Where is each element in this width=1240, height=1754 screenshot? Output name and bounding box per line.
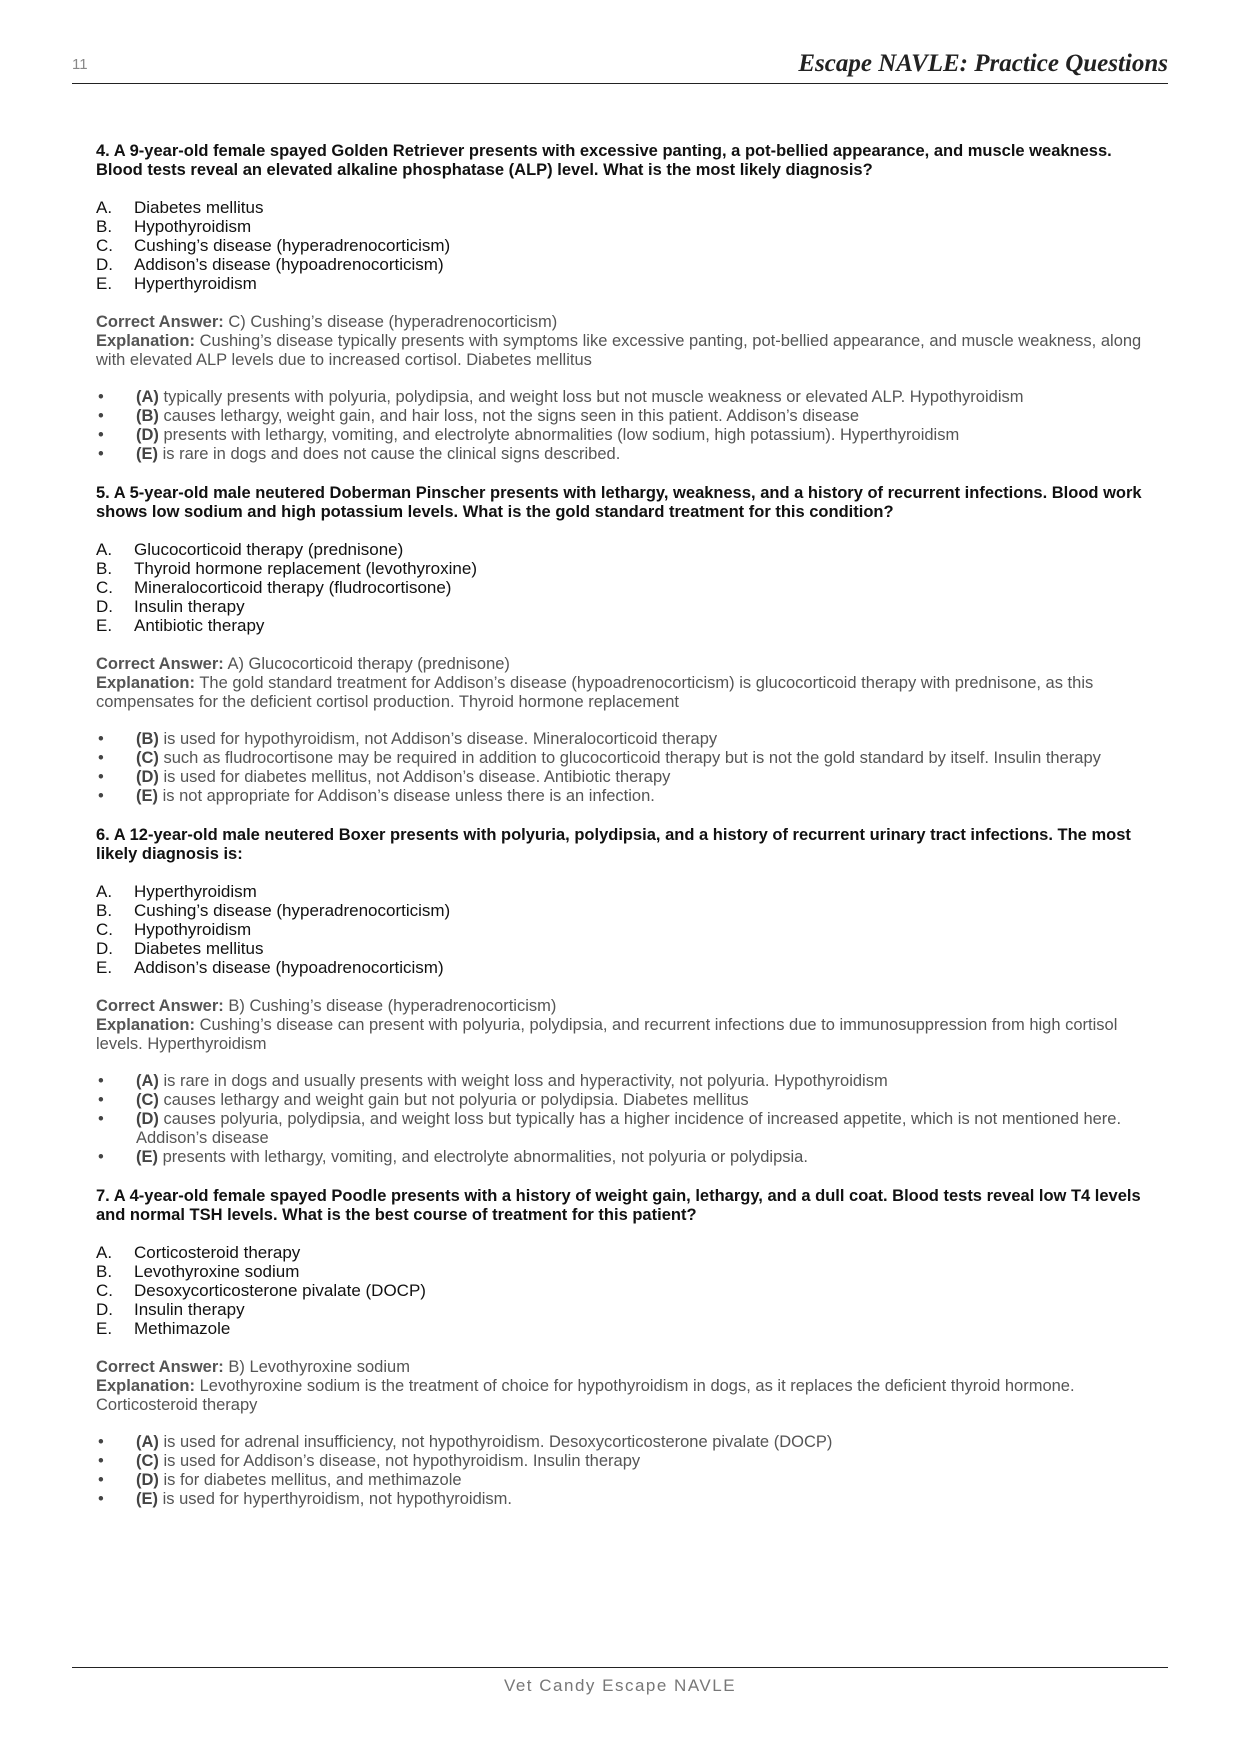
- option-letter: C.: [96, 578, 113, 597]
- bullet-text: presents with lethargy, vomiting, and electrolyte abnormalities, not polyuria or polydipsia.: [162, 1148, 808, 1166]
- document-title: Escape NAVLE: Practice Questions: [798, 50, 1168, 77]
- bullet-body: [136, 1110, 1146, 1148]
- option-text: Addison’s disease (hypoadrenocorticism): [134, 958, 444, 977]
- bullet-tag: (C): [136, 1091, 159, 1109]
- option-letter: D.: [96, 597, 113, 616]
- correct-answer-label: Correct Answer:: [96, 1358, 224, 1376]
- explanation-bullets: [96, 730, 1146, 806]
- bullet-tag: (A): [136, 388, 159, 406]
- option-item: [96, 578, 1146, 597]
- bullet-text: is rare in dogs and does not cause the clinical signs described.: [162, 445, 621, 463]
- option-text: Diabetes mellitus: [134, 198, 264, 217]
- option-item: [96, 1262, 1146, 1281]
- option-item: [96, 1243, 1146, 1262]
- bullet-item: [96, 730, 1146, 749]
- bullet-tag: (E): [136, 445, 158, 463]
- option-item: [96, 920, 1146, 939]
- option-text: Levothyroxine sodium: [134, 1262, 300, 1281]
- bullet-body: [136, 749, 1101, 768]
- correct-answer-label: Correct Answer:: [96, 655, 224, 673]
- bullet-text: is rare in dogs and usually presents with weight loss and hyperactivity, not polyuria. Hypothyroidism: [163, 1072, 888, 1090]
- bullet-icon: •: [98, 749, 104, 767]
- bullet-text: such as fludrocortisone may be required in addition to glucocorticoid therapy but is not the gold standard by itself. Insulin therapy: [163, 749, 1101, 767]
- footer-text: Vet Candy Escape NAVLE: [503, 1676, 737, 1695]
- option-text: Hyperthyroidism: [134, 882, 257, 901]
- option-letter: B.: [96, 559, 113, 578]
- option-letter: D.: [96, 939, 113, 958]
- bullet-icon: •: [98, 1471, 104, 1489]
- bullet-item: [96, 1091, 1146, 1110]
- bullet-icon: •: [98, 1091, 104, 1109]
- question-text: 4. A 9-year-old female spayed Golden Retriever presents with excessive panting, a pot-bellied appearance, and muscle weakness. Blood tests reveal an elevated alkaline phosphatase (ALP) level. What is the most likely diagnosis?: [96, 142, 1112, 179]
- option-item: [96, 616, 1146, 635]
- option-item: [96, 882, 1146, 901]
- bullet-text: is used for hypothyroidism, not Addison’s disease. Mineralocorticoid therapy: [163, 730, 718, 748]
- bullet-body: [136, 426, 959, 445]
- question-block: [96, 1187, 1146, 1509]
- bullet-item: [96, 787, 1146, 806]
- option-item: [96, 1319, 1146, 1338]
- explanation-bullets: [96, 1433, 1146, 1509]
- explanation: [96, 674, 1146, 712]
- explanation-text: Levothyroxine sodium is the treatment of choice for hypothyroidism in dogs, as it replaces the deficient thyroid hormone. Corticosteroid therapy: [96, 1377, 1075, 1414]
- option-letter: D.: [96, 255, 113, 274]
- bullet-item: [96, 426, 1146, 445]
- explanation-text: Cushing’s disease typically presents with symptoms like excessive panting, pot-bellied appearance, and muscle weakness, along with elevated ALP levels due to increased cortisol. Diabetes mellitus: [96, 332, 1142, 369]
- bullet-text: is used for hyperthyroidism, not hypothyroidism.: [162, 1490, 512, 1508]
- correct-answer: [96, 313, 1146, 332]
- option-text: Addison’s disease (hypoadrenocorticism): [134, 255, 444, 274]
- bullet-tag: (E): [136, 787, 158, 805]
- bullet-item: [96, 1072, 1146, 1091]
- bullet-icon: •: [98, 1433, 104, 1451]
- question-block: [96, 826, 1146, 1167]
- option-letter: A.: [96, 882, 113, 901]
- option-text: Cushing’s disease (hyperadrenocorticism): [134, 901, 451, 920]
- option-letter: C.: [96, 1281, 113, 1300]
- bullet-body: [136, 1452, 640, 1471]
- bullet-text: is used for Addison’s disease, not hypothyroidism. Insulin therapy: [163, 1452, 641, 1470]
- bullet-text: is used for diabetes mellitus, not Addison’s disease. Antibiotic therapy: [163, 768, 671, 786]
- bullet-icon: •: [98, 787, 104, 805]
- bullet-icon: •: [98, 407, 104, 425]
- correct-answer: [96, 997, 1146, 1016]
- explanation-label: Explanation:: [96, 1016, 196, 1034]
- bullet-item: [96, 445, 1146, 464]
- bullet-item: [96, 749, 1146, 768]
- option-text: Hypothyroidism: [134, 217, 252, 236]
- option-text: Desoxycorticosterone pivalate (DOCP): [134, 1281, 426, 1300]
- option-letter: A.: [96, 540, 113, 559]
- option-text: Insulin therapy: [134, 597, 245, 616]
- bullet-text: causes polyuria, polydipsia, and weight loss but typically has a higher incidence of increased appetite, which is not mentioned here. Addison’s disease: [136, 1110, 1122, 1147]
- questions-container: [96, 142, 1146, 1529]
- option-item: [96, 597, 1146, 616]
- option-letter: E.: [96, 1319, 113, 1338]
- explanation-label: Explanation:: [96, 1377, 196, 1395]
- option-text: Methimazole: [134, 1319, 231, 1338]
- bullet-item: [96, 388, 1146, 407]
- correct-answer-label: Correct Answer:: [96, 997, 224, 1015]
- explanation-text: The gold standard treatment for Addison’s disease (hypoadrenocorticism) is glucocorticoid therapy with prednisone, as this compensates for the deficient cortisol production. Thyroid hormone replacement: [96, 674, 1094, 711]
- explanation-bullets: [96, 1072, 1146, 1167]
- option-item: [96, 559, 1146, 578]
- bullet-text: typically presents with polyuria, polydipsia, and weight loss but not muscle weakness or elevated ALP. Hypothyroidism: [163, 388, 1024, 406]
- bullet-tag: (A): [136, 1072, 159, 1090]
- option-item: [96, 901, 1146, 920]
- page-number: 11: [72, 56, 88, 73]
- correct-answer: [96, 1358, 1146, 1377]
- option-letter: B.: [96, 217, 113, 236]
- option-text: Hyperthyroidism: [134, 274, 257, 293]
- option-text: Corticosteroid therapy: [134, 1243, 301, 1262]
- option-letter: A.: [96, 1243, 113, 1262]
- option-item: [96, 958, 1146, 977]
- correct-answer: [96, 655, 1146, 674]
- bullet-icon: •: [98, 1110, 104, 1128]
- explanation-label: Explanation:: [96, 332, 196, 350]
- option-text: Insulin therapy: [134, 1300, 245, 1319]
- bullet-item: [96, 1433, 1146, 1452]
- bullet-item: [96, 1490, 1146, 1509]
- bullet-item: [96, 1452, 1146, 1471]
- bullet-text: causes lethargy, weight gain, and hair loss, not the signs seen in this patient. Addison’s disease: [163, 407, 860, 425]
- answer-options: [96, 198, 1146, 293]
- option-text: Antibiotic therapy: [134, 616, 265, 635]
- explanation-label: Explanation:: [96, 674, 196, 692]
- bullet-tag: (C): [136, 1452, 159, 1470]
- option-item: [96, 939, 1146, 958]
- bullet-icon: •: [98, 445, 104, 463]
- footer-divider: [72, 1667, 1168, 1668]
- bullet-item: [96, 407, 1146, 426]
- bullet-text: causes lethargy and weight gain but not polyuria or polydipsia. Diabetes mellitus: [163, 1091, 749, 1109]
- option-text: Hypothyroidism: [134, 920, 252, 939]
- bullet-body: [136, 1433, 832, 1452]
- bullet-icon: •: [98, 388, 104, 406]
- bullet-text: is used for adrenal insufficiency, not hypothyroidism. Desoxycorticosterone pivalate (DOCP): [163, 1433, 833, 1451]
- bullet-body: [136, 730, 717, 749]
- bullet-body: [136, 1148, 808, 1167]
- bullet-body: [136, 787, 655, 806]
- bullet-tag: (D): [136, 1471, 159, 1489]
- explanation-bullets: [96, 388, 1146, 464]
- option-text: Mineralocorticoid therapy (fludrocortisone): [134, 578, 452, 597]
- option-letter: E.: [96, 958, 113, 977]
- option-item: [96, 198, 1146, 217]
- bullet-tag: (B): [136, 730, 159, 748]
- explanation-text: Cushing’s disease can present with polyuria, polydipsia, and recurrent infections due to immunosuppression from high cortisol levels. Hyperthyroidism: [96, 1016, 1118, 1053]
- bullet-text: presents with lethargy, vomiting, and electrolyte abnormalities (low sodium, high potassium). Hyperthyroidism: [163, 426, 960, 444]
- bullet-body: [136, 445, 620, 464]
- bullet-icon: •: [98, 1072, 104, 1090]
- answer-options: [96, 1243, 1146, 1338]
- option-letter: B.: [96, 1262, 113, 1281]
- option-letter: A.: [96, 198, 113, 217]
- correct-answer-value: C) Cushing’s disease (hyperadrenocorticism): [228, 313, 558, 331]
- bullet-tag: (E): [136, 1148, 158, 1166]
- bullet-tag: (D): [136, 426, 159, 444]
- explanation: [96, 332, 1146, 370]
- option-letter: B.: [96, 901, 113, 920]
- bullet-icon: •: [98, 730, 104, 748]
- bullet-tag: (D): [136, 768, 159, 786]
- question-block: [96, 142, 1146, 464]
- question-block: [96, 484, 1146, 806]
- bullet-icon: •: [98, 1490, 104, 1508]
- bullet-body: [136, 1471, 462, 1490]
- option-text: Diabetes mellitus: [134, 939, 264, 958]
- bullet-icon: •: [98, 1148, 104, 1166]
- bullet-tag: (C): [136, 749, 159, 767]
- bullet-body: [136, 388, 1023, 407]
- option-item: [96, 274, 1146, 293]
- option-item: [96, 1281, 1146, 1300]
- correct-answer-value: B) Cushing’s disease (hyperadrenocorticism): [228, 997, 557, 1015]
- correct-answer-label: Correct Answer:: [96, 313, 224, 331]
- bullet-item: [96, 768, 1146, 787]
- bullet-icon: •: [98, 426, 104, 444]
- bullet-tag: (D): [136, 1110, 159, 1128]
- bullet-body: [136, 1072, 888, 1091]
- option-item: [96, 255, 1146, 274]
- bullet-item: [96, 1148, 1146, 1167]
- bullet-tag: (E): [136, 1490, 158, 1508]
- option-letter: D.: [96, 1300, 113, 1319]
- option-letter: C.: [96, 236, 113, 255]
- option-item: [96, 217, 1146, 236]
- bullet-body: [136, 768, 670, 787]
- option-letter: E.: [96, 616, 113, 635]
- bullet-icon: •: [98, 768, 104, 786]
- bullet-tag: (B): [136, 407, 159, 425]
- correct-answer-value: A) Glucocorticoid therapy (prednisone): [227, 655, 510, 673]
- option-letter: E.: [96, 274, 113, 293]
- bullet-text: is not appropriate for Addison’s disease unless there is an infection.: [162, 787, 655, 805]
- question-text: 5. A 5-year-old male neutered Doberman Pinscher presents with lethargy, weakness, and a history of recurrent infections. Blood work shows low sodium and high potassium levels. What is the gold standard treatment for this condition?: [96, 484, 1142, 521]
- explanation: [96, 1377, 1146, 1415]
- bullet-tag: (A): [136, 1433, 159, 1451]
- option-text: Glucocorticoid therapy (prednisone): [134, 540, 404, 559]
- bullet-item: [96, 1471, 1146, 1490]
- option-item: [96, 540, 1146, 559]
- bullet-body: [136, 407, 859, 426]
- explanation: [96, 1016, 1146, 1054]
- bullet-body: [136, 1490, 512, 1509]
- option-text: Thyroid hormone replacement (levothyroxine): [134, 559, 477, 578]
- bullet-body: [136, 1091, 749, 1110]
- correct-answer-value: B) Levothyroxine sodium: [228, 1358, 410, 1376]
- option-item: [96, 1300, 1146, 1319]
- bullet-item: [96, 1110, 1146, 1148]
- answer-options: [96, 540, 1146, 635]
- bullet-text: is for diabetes mellitus, and methimazole: [163, 1471, 462, 1489]
- question-text: 7. A 4-year-old female spayed Poodle presents with a history of weight gain, lethargy, and a dull coat. Blood tests reveal low T4 levels and normal TSH levels. What is the best course of treatment for this patient?: [96, 1187, 1141, 1224]
- option-text: Cushing’s disease (hyperadrenocorticism): [134, 236, 451, 255]
- bullet-icon: •: [98, 1452, 104, 1470]
- option-letter: C.: [96, 920, 113, 939]
- header-divider: [72, 83, 1168, 84]
- answer-options: [96, 882, 1146, 977]
- option-item: [96, 236, 1146, 255]
- question-text: 6. A 12-year-old male neutered Boxer presents with polyuria, polydipsia, and a history of recurrent urinary tract infections. The most likely diagnosis is:: [96, 826, 1131, 863]
